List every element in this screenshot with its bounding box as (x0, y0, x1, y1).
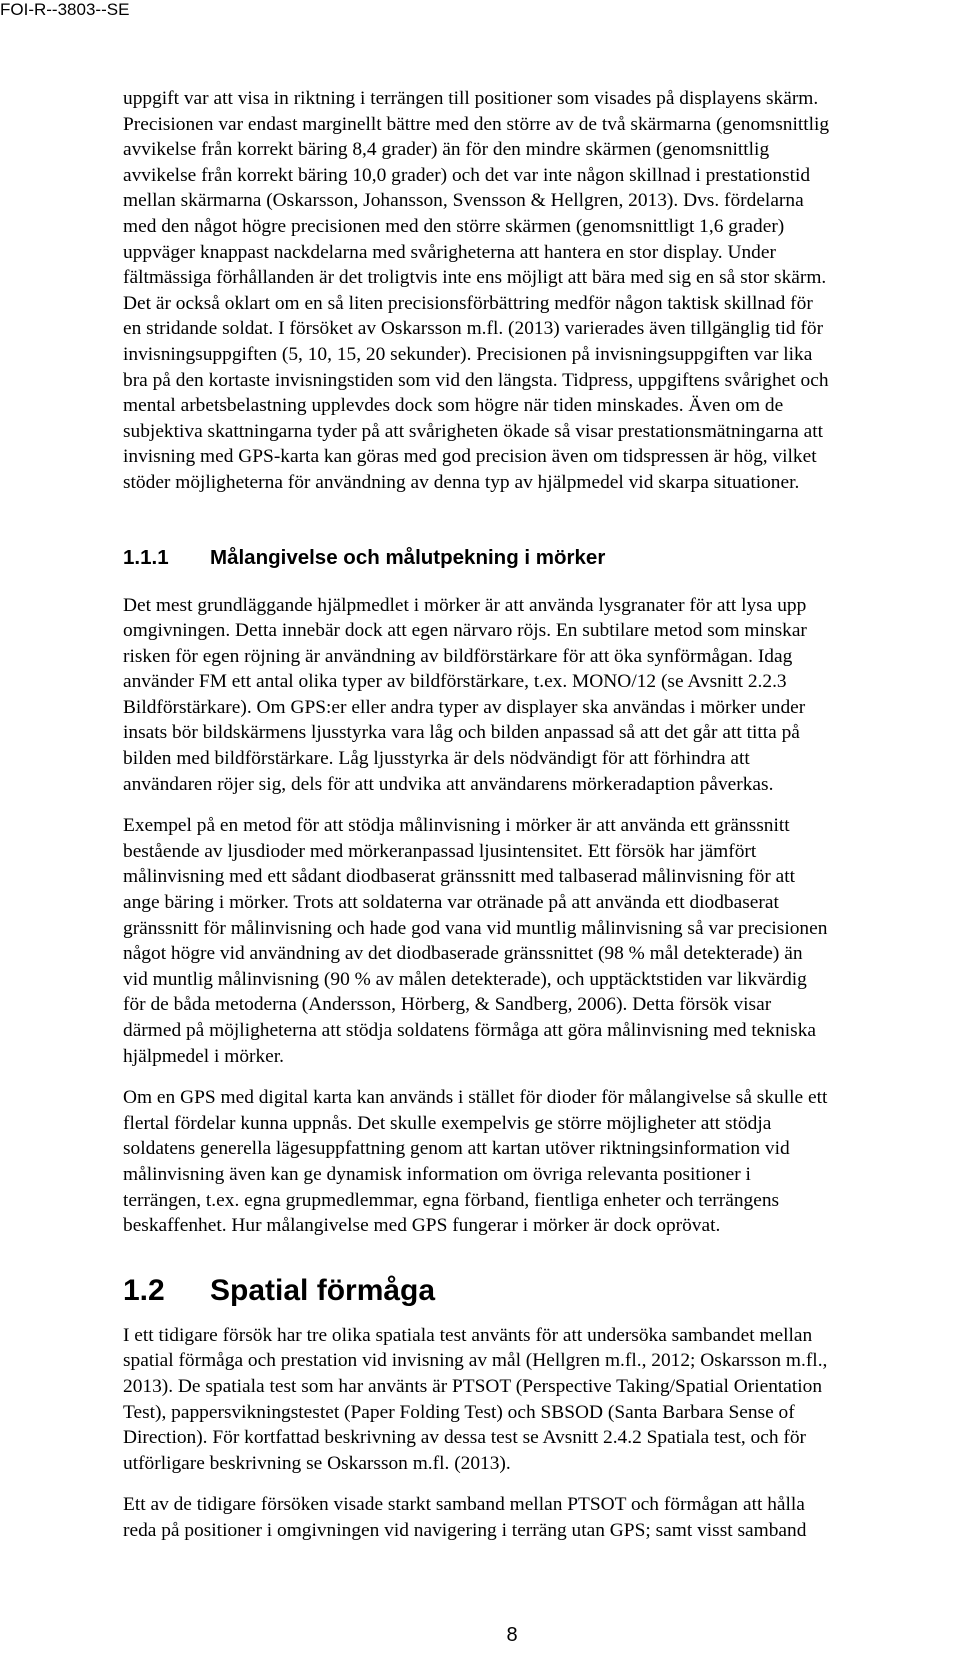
section-heading-1-1-1 (123, 544, 923, 572)
body-paragraph (123, 1085, 923, 1239)
text-line: soldatens generella lägesuppfattning genom att kartan utöver riktningsinformation vid (123, 1138, 790, 1160)
section-number: 1.2 (123, 1273, 165, 1307)
text-line: Direction). För kortfattad beskrivning av dessa test se Avsnitt 2.4.2 Spatiala test, och för (123, 1427, 807, 1449)
text-line: använder FM ett antal olika typer av bildförstärkare, t.ex. MONO/12 (se Avsnitt 2.2.3 (123, 671, 787, 693)
text-line: beskaffenhet. Hur målangivelse med GPS fungerar i mörker är dock oprövat. (123, 1215, 721, 1237)
text-line: avvikelse från korrekt bäring 8,4 grader) än för den mindre skärmen (genomsnittlig (123, 139, 770, 161)
text-line: gränssnitt för målinvisning och hade god vana vid muntlig målinvisning så var precisionen (123, 917, 828, 939)
text-line: mellan skärmarna (Oskarsson, Johansson, Svensson & Hellgren, 2013). Dvs. fördelarna (123, 190, 804, 212)
text-line: stöder möjligheterna för användning av denna typ av hjälpmedel vid skarpa situationer. (123, 471, 800, 493)
body-paragraph (123, 1323, 923, 1477)
text-line: hjälpmedel i mörker. (123, 1045, 285, 1067)
text-line: utförligare beskrivning se Oskarsson m.fl. (2013). (123, 1452, 511, 1474)
body-paragraph (123, 813, 923, 1069)
text-line: flertal fördelar kunna uppnås. Det skulle exempelvis ge större möjligheter att stödja (123, 1112, 772, 1134)
text-line: bestående av ljusdioder med mörkeranpassad ljusintensitet. Ett försök har jämfört (123, 840, 757, 862)
text-line: avvikelse från korrekt bäring 10,0 grader) och det var inte någon skillnad i prestationstid (123, 164, 811, 186)
text-line: med den något högre precisionen med den större skärmen (genomsnittligt 1,6 grader) (123, 215, 785, 237)
text-line: Bildförstärkare). Om GPS:er eller andra typer av displayer ska användas i mörker under (123, 696, 806, 718)
text-line: subjektiva skattningarna tyder på att svårigheten ökade så visar prestationsmätningarna att (123, 420, 823, 442)
text-line: mental arbetsbelastning upplevdes dock som högre när tiden minskades. Även om de (123, 395, 784, 417)
text-line: ange bäring i mörker. Trots att soldaterna var otränade på att använda ett diodbaserat (123, 892, 779, 914)
text-line: Test), pappersvikningstestet (Paper Folding Test) och SBSOD (Santa Barbara Sense of (123, 1401, 795, 1423)
page-content (123, 86, 923, 1544)
text-line: Precisionen var endast marginellt bättre med den större av de två skärmarna (genomsnittlig (123, 113, 830, 135)
text-line: uppväger knappast nackdelarna med svårigheterna att hantera en stor display. Under (123, 241, 776, 263)
text-line: risken för egen röjning är användning av bildförstärkare för att öka synförmågan. Idag (123, 645, 793, 667)
text-line: Exempel på en metod för att stödja målinvisning i mörker är att använda ett gränssnitt (123, 815, 790, 837)
section-heading-1-2 (123, 1273, 923, 1309)
text-line: terrängen, t.ex. egna grupmedlemmar, egna förband, fientliga enheter och terrängens (123, 1189, 780, 1211)
page-number: 8 (506, 1624, 518, 1646)
text-line: spatial förmåga och prestation vid invisning av mål (Hellgren m.fl., 2012; Oskarsson m.fl., (123, 1350, 828, 1372)
text-line: bilden med bildförstärkare. Låg ljusstyrka är dels nödvändigt för att förhindra att (123, 748, 750, 770)
section-title: Spatial förmåga (210, 1273, 436, 1307)
section-number: 1.1.1 (123, 545, 169, 569)
text-line: målinvisning med ett sådant diodbaserat gränssnitt med talbaserad målinvisning för att (123, 866, 796, 888)
text-line: omgivningen. Detta innebär dock att egen närvaro röjs. En subtilare metod som minskar (123, 620, 807, 642)
text-line: reda på positioner i omgivningen vid navigering i terräng utan GPS; samt visst samband (123, 1519, 807, 1541)
section-title: Målangivelse och målutpekning i mörker (210, 545, 606, 569)
body-paragraph (123, 593, 923, 798)
text-line: fältmässiga förhållanden är det troligtvis inte ens möjligt att bära med sig en så stor skärm. (123, 267, 827, 289)
text-line: användaren röjer sig, dels för att undvika att användarens mörkeradaption påverkas. (123, 773, 774, 795)
text-line: målinvisning även kan ge dynamisk information om övriga relevanta positioner i (123, 1163, 751, 1185)
text-line: invisningsuppgiften (5, 10, 15, 20 sekunder). Precisionen på invisningsuppgiften var lika (123, 343, 813, 365)
text-line: Om en GPS med digital karta kan används i stället för dioder för målangivelse så skulle ett (123, 1087, 828, 1109)
text-line: en stridande soldat. I försöket av Oskarsson m.fl. (2013) varierades även tillgänglig tid för (123, 318, 824, 340)
report-id: FOI-R--3803--SE (0, 0, 130, 19)
body-paragraph (123, 1492, 923, 1543)
text-line: Det är också oklart om en så liten precisionsförbättring medför någon taktisk skillnad för (123, 292, 813, 314)
text-line: 2013). De spatiala test som har använts är PTSOT (Perspective Taking/Spatial Orientation (123, 1375, 823, 1397)
text-line: I ett tidigare försök har tre olika spatiala test använts för att undersöka sambandet mellan (123, 1324, 813, 1346)
text-line: något högre vid användning av det diodbaserade gränssnittet (98 % mål detekterade) än (123, 943, 803, 965)
text-line: för de båda metoderna (Andersson, Hörberg, & Sandberg, 2006). Detta försök visar (123, 994, 772, 1016)
text-line: vid muntlig målinvisning (90 % av målen detekterade), och upptäcktstiden var likvärdig (123, 968, 807, 990)
intro-paragraph (123, 86, 923, 496)
text-line: Det mest grundläggande hjälpmedlet i mörker är att använda lysgranater för att lysa upp (123, 594, 807, 616)
text-line: uppgift var att visa in riktning i terrängen till positioner som visades på displayens skärm. (123, 88, 819, 109)
text-line: Ett av de tidigare försöken visade starkt samband mellan PTSOT och förmågan att hålla (123, 1494, 805, 1516)
text-line: därmed på möjligheterna att stödja soldatens förmåga att göra målinvisning med tekniska (123, 1020, 817, 1041)
text-line: invisning med GPS-karta kan göras med god precision även om tidspressen är hög, vilket (123, 446, 817, 468)
text-line: insats bör bildskärmens ljusstyrka vara låg och bilden anpassad så att det går att titta på (123, 722, 800, 744)
text-line: bra på den kortaste invisningstiden som vid den längsta. Tidpress, uppgiftens svårighet och (123, 369, 829, 391)
